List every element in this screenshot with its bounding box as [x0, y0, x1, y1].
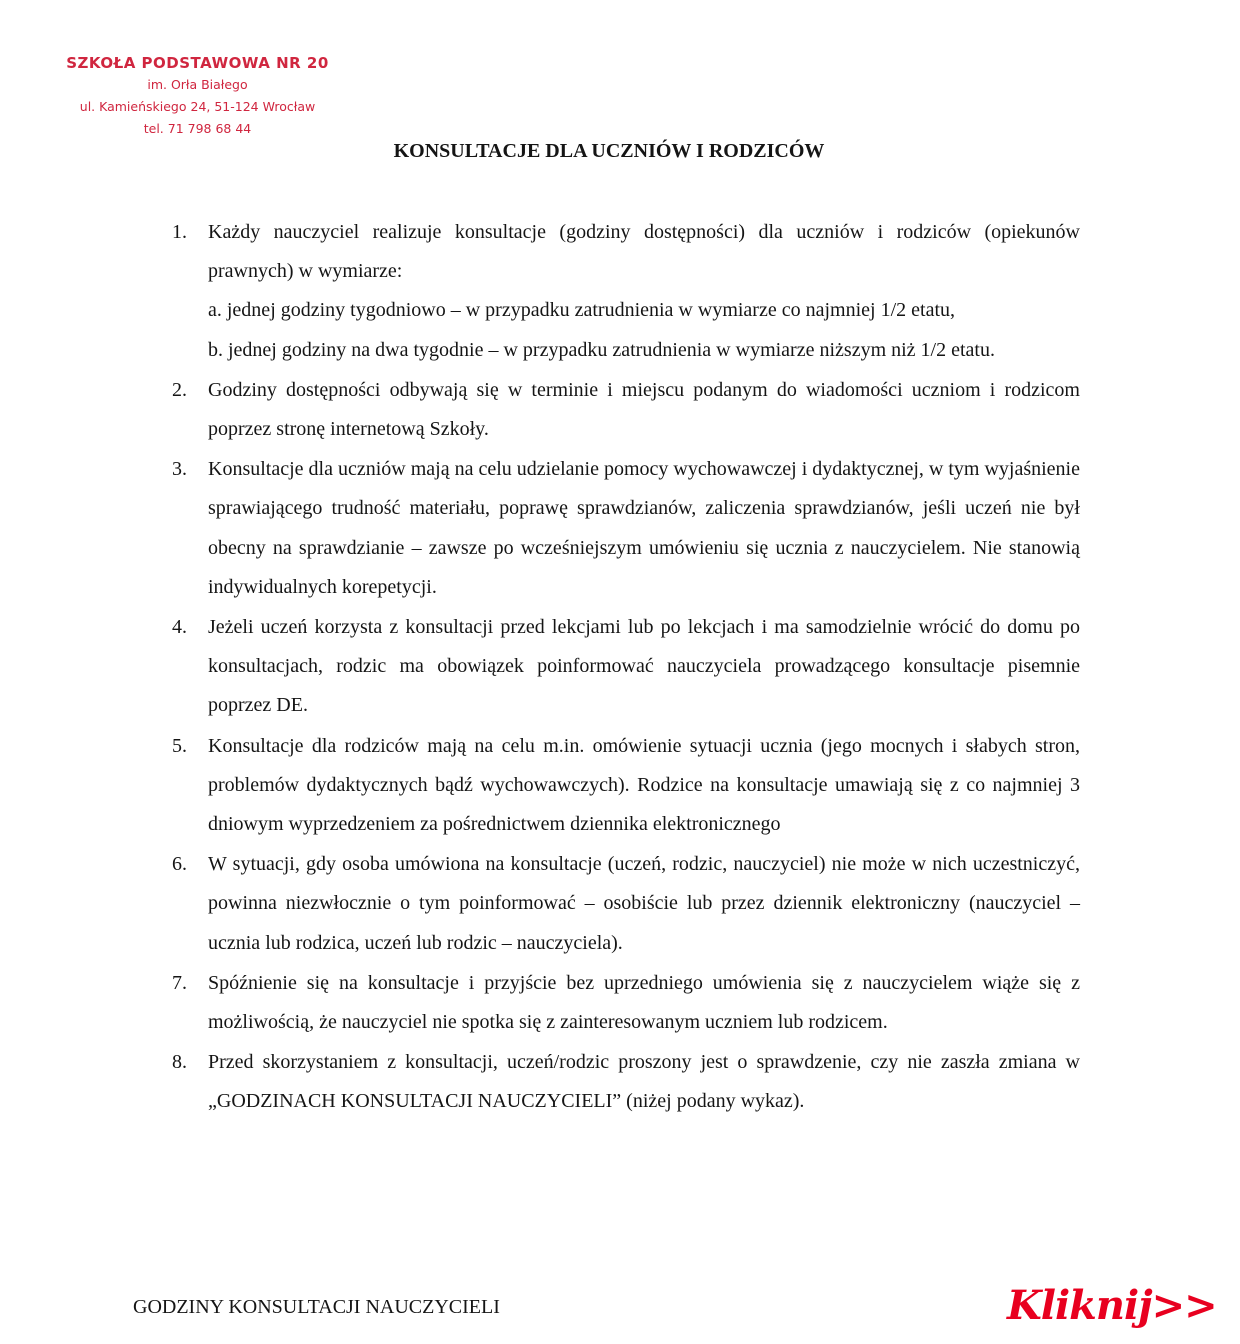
- item-subpoint-a: a. jednej godziny tygodniowo – w przypadku zatrudnienia w wymiarze co najmniej 1/2 etatu,: [208, 299, 956, 322]
- item-number: 2.: [172, 378, 187, 401]
- item-text: Konsultacje dla rodziców mają na celu m.in. omówienie sytuacji ucznia (jego mocnych i słabych stron, problemów dydaktycznych bądź wychowawczych). Rodzice na konsultacje umawiają się z co najmniej 3 dniowym wyprzedzeniem za pośrednictwem dziennika elektronicznego: [208, 734, 1080, 836]
- rules-list: [172, 213, 1080, 1123]
- item-number: 7.: [172, 971, 187, 994]
- item-text: Przed skorzystaniem z konsultacji, uczeń/rodzic proszony jest o sprawdzenie, czy nie zaszła zmiana w „GODZINACH KONSULTACJI NAUCZYCIELI” (niżej podany wykaz).: [208, 1051, 1080, 1113]
- list-item: [172, 213, 1080, 370]
- school-patron: im. Orła Białego: [147, 77, 248, 92]
- item-number: 8.: [172, 1051, 187, 1074]
- list-item: [172, 727, 1080, 845]
- item-number: 1.: [172, 221, 187, 243]
- list-item: [172, 845, 1080, 963]
- list-item: [172, 964, 1080, 1042]
- item-text: Godziny dostępności odbywają się w terminie i miejscu podanym do wiadomości uczniom i rodzicom poprzez stronę internetową Szkoły.: [208, 378, 1080, 441]
- item-number: 6.: [172, 853, 187, 876]
- item-number: 5.: [172, 734, 187, 757]
- school-phone: tel. 71 798 68 44: [143, 121, 252, 136]
- item-subpoint-b: b. jednej godziny na dwa tygodnie – w przypadku zatrudnienia w wymiarze niższym niż 1/2 etatu.: [208, 338, 995, 361]
- item-text: Konsultacje dla uczniów mają na celu udzielanie pomocy wychowawczej i dydaktycznej, w tym wyjaśnienie sprawiającego trudność materiału, poprawę sprawdzianów, zaliczenia sprawdzianów, jeśli uczeń nie był obecny na sprawdzianie – zawsze po wcześniejszym umówieniu się ucznia z nauczycielem. Nie stanowią indywidualnych korepetycji.: [208, 458, 1080, 598]
- school-letterhead: [60, 52, 335, 140]
- item-text: Spóźnienie się na konsultacje i przyjście bez uprzedniego umówienia się z nauczycielem wiąże się z możliwością, że nauczyciel nie spotka się z zainteresowanym uczniem lub rodzicem.: [208, 971, 1080, 1034]
- list-item: [172, 371, 1080, 449]
- school-name: SZKOŁA PODSTAWOWA NR 20: [66, 54, 329, 72]
- list-item: [172, 1043, 1080, 1121]
- teacher-hours-heading: GODZINY KONSULTACJI NAUCZYCIELI: [133, 1296, 500, 1318]
- list-item: [172, 450, 1080, 607]
- list-item: [172, 608, 1080, 726]
- page-title: KONSULTACJE DLA UCZNIÓW I RODZICÓW: [393, 140, 825, 162]
- item-text: Każdy nauczyciel realizuje konsultacje (godziny dostępności) dla uczniów i rodziców (opiekunów prawnych) w wymiarze:: [208, 221, 1080, 283]
- item-number: 3.: [172, 458, 187, 481]
- item-number: 4.: [172, 616, 187, 639]
- item-text: Jeżeli uczeń korzysta z konsultacji przed lekcjami lub po lekcjach i ma samodzielnie wrócić do domu po konsultacjach, rodzic ma obowiązek poinformować nauczyciela prowadzącego konsultacje pisemnie poprzez DE.: [208, 616, 1080, 717]
- item-text: W sytuacji, gdy osoba umówiona na konsultacje (uczeń, rodzic, nauczyciel) nie może w nich uczestniczyć, powinna niezwłocznie o tym poinformować – osobiście lub przez dziennik elektroniczny (nauczyciel – ucznia lub rodzica, uczeń lub rodzic – nauczyciela).: [208, 853, 1080, 954]
- school-address: ul. Kamieńskiego 24, 51-124 Wrocław: [79, 99, 316, 114]
- click-here-link[interactable]: Kliknij>>: [1007, 1282, 1217, 1329]
